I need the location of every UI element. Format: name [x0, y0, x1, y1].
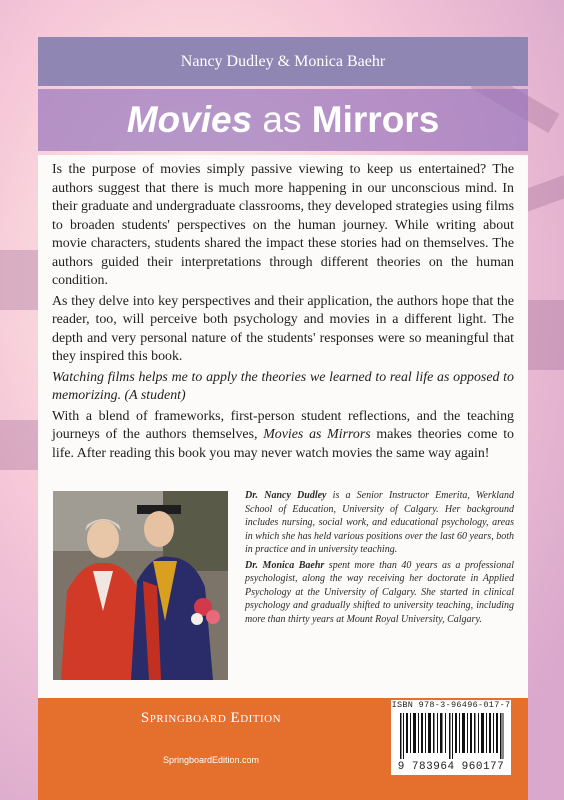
bio-1-name: Dr. Nancy Dudley: [245, 490, 327, 501]
bio-nancy-dudley: [245, 489, 514, 557]
blurb-paragraph-3: [52, 408, 514, 464]
paragraph-3-start: With a blend of frameworks, first-person student reflections, and the teaching journeys of the authors themselves,: [52, 408, 514, 442]
bio-2-text: spent more than 40 years as a professional psychologist, along the way receiving her doctorate in Applied Psychology at the University of Calgary. She started in clinical psychology and gradually shifted to university teaching, including more than thirty years at Mount Royal University, Calgary.: [245, 559, 514, 625]
publisher-website: SpringboardEdition.com: [162, 755, 260, 765]
barcode-icon: [400, 713, 504, 759]
title-word-as: as: [252, 99, 312, 140]
publisher-logo: Springboard Edition: [140, 710, 282, 726]
author-names: Nancy Dudley & Monica Baehr: [180, 53, 386, 70]
bio-2-name: Dr. Monica Baehr: [245, 559, 325, 571]
paragraph-3-title: Movies as Mirrors: [263, 427, 371, 442]
bio-monica-baehr: [245, 559, 514, 627]
bio-1-text: is a Senior Instructor Emerita, Werkland School of Education, University of Calgary. Her background includes nursing, social work, and educational psychology, areas in which she has held various positions over the last 60 years, both in practice and in university teaching.: [245, 490, 514, 555]
book-title: [38, 89, 528, 151]
blurb-paragraph-2: As they delve into key perspectives and their application, the authors hope that the reader, too, will perceive both psychology and movies in a different light. The depth and very personal nature of the students' responses were so meaningful that they inspired this book.: [52, 293, 514, 364]
blurb-paragraph-1: Is the purpose of movies simply passive viewing to keep us entertained? The authors suggest that there is much more happening in our unconscious mind. In their graduate and undergraduate classrooms, they developed strategies using films to broaden students' perspectives on the human journey. While writing about movie characters, students shared the impact these stories had on themselves. The authors guided their interpretations through different theories on the human condition.: [52, 162, 514, 288]
blurb: [52, 161, 514, 465]
barcode-number: 9 783964 960177: [397, 761, 505, 773]
author-bios: [245, 489, 514, 628]
isbn-label: ISBN 978-3-96496-017-7: [391, 700, 511, 710]
title-word-mirrors: Mirrors: [311, 99, 440, 140]
authors-photo: [53, 491, 228, 680]
student-quote: Watching films helps me to apply the theories we learned to real life as opposed to memorizing. (A student): [52, 369, 514, 403]
title-word-movies: Movies: [126, 99, 253, 140]
paragraph-3-end: makes theories come to life. After reading this book you may never watch movies the same way again!: [52, 427, 515, 461]
